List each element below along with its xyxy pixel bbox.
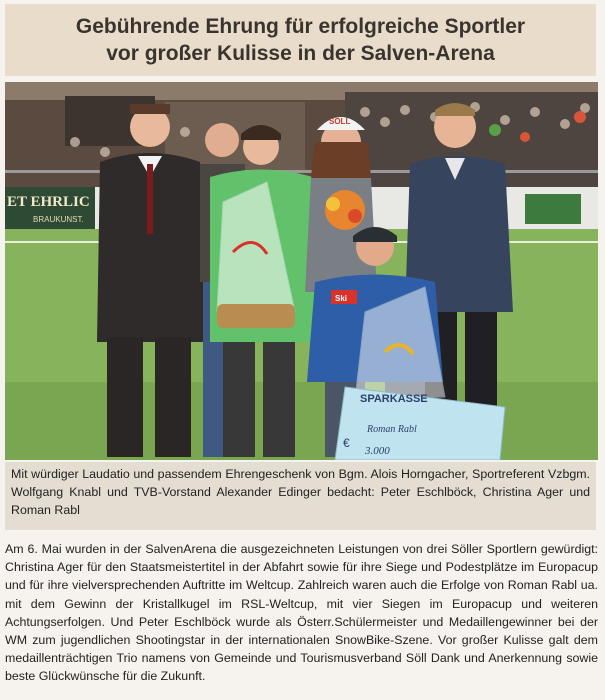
- headline-line-2: vor großer Kulisse in der Salven-Arena: [106, 42, 495, 65]
- cap-text: SÖLL: [329, 117, 351, 126]
- cheque-name: Roman Rabl: [367, 424, 417, 435]
- cheque-bank: SPARKASSE: [360, 393, 428, 405]
- photo-caption: Mit würdiger Laudatio und passendem Ehrengeschenk von Bgm. Alois Horngacher, Sportreferent Vzbgm. Wolfgang Knabl und TVB-Vorstand Alexander Edinger bedacht: Peter Eschlböck, Christina Ager und Roman Rabl: [5, 462, 596, 530]
- banner-right: [525, 194, 581, 224]
- jacket-logo: Ski: [335, 294, 348, 303]
- banner-left-text: ET EHRLIC: [7, 194, 90, 210]
- banner-left-subtext: BRAUKUNST.: [33, 215, 84, 224]
- headline-line-1: Gebührende Ehrung für erfolgreiche Sportler: [75, 15, 526, 38]
- cheque-currency: €: [343, 436, 350, 450]
- headline-box: [5, 4, 596, 76]
- cheque-amount: 3.000: [365, 445, 390, 457]
- person-christina: [305, 117, 377, 292]
- photo: [5, 82, 598, 460]
- article-body: Am 6. Mai wurden in der SalvenArena die ausgezeichneten Leistungen von drei Söller Sportlern gewürdigt: Christina Ager für den Staatsmeistertitel in der Abfahrt sowie für ihre Siege und Podestplätze im Europacup und für ihre vielversprechenden Auftritte im Weltcup. Zahlreich waren auch die Erfolge von Roman Rabl ua. mit dem Gewinn der Kristallkugel im RSL-Weltcup, mit vier Siegen im Europacup und weiteren Achtungserfolgen. Und Peter Eschlböck wurde als Österr.Schülermeister und Medaillengewinner bei der WM zum jugendlichen Shootingstar in der internationalen SnowBike-Szene. Vor großer Kulisse galt dem medaillenträchtigen Trio namens von Gemeinde und Tourismusverband Söll Dank und Anerkennung sowie beste Glückwünsche für die Zukunft.: [5, 542, 598, 684]
